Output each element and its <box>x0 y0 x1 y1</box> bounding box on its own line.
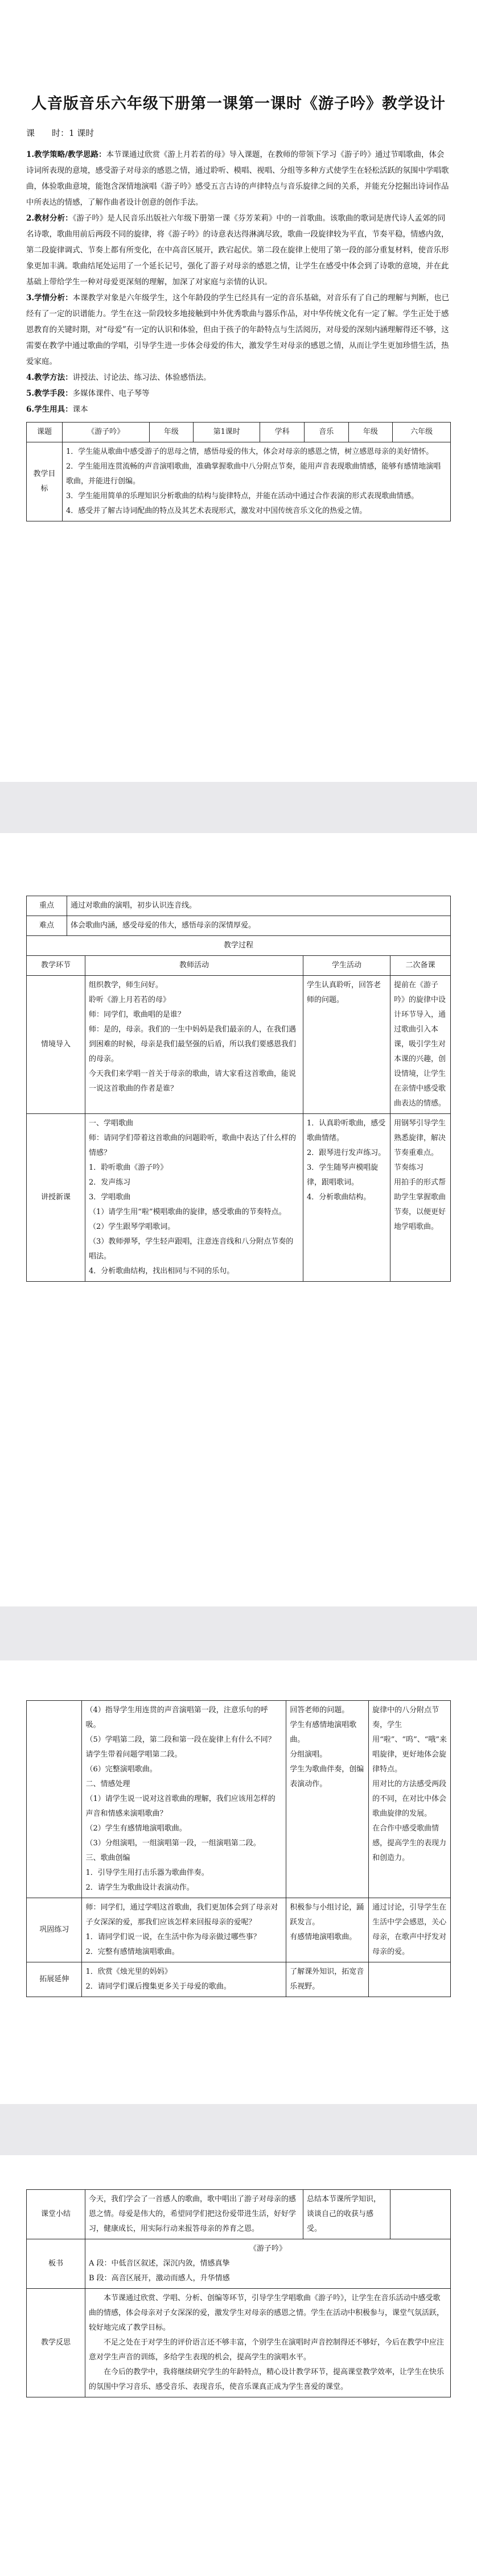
goal-label: 教学目标 <box>27 442 63 521</box>
process-row <box>27 1114 451 1282</box>
reflection-paragraph: 不足之处在于对学生的评价语言还不够丰富，个别学生在演唱时声音控制得还不够好，今后在教学中应注意对学生声音的训练，多给学生表现的机会，提高学生的演唱水平。 <box>89 2338 445 2362</box>
intro-paragraph: 3.学情分析：本课教学对象是六年级学生，这个年龄段的学生已经具有一定的音乐基础，对音乐有了自己的理解与判断，也已经有了一定的识谱能力。学生在这一阶段较多地接触到中外优秀歌曲与器乐作品，对中华传统文化有一定了解。学生正处于感恩教育的关键时期，对“母爱”有一定的认识和体验，但由于孩子的年龄特点与生活阅历，对母爱的深刻内涵理解得还不够，这需要在教学中通过歌曲的学唱，引导学生进一步体会母爱的伟大，激发学生对母亲的感恩之情，从而让学生更加珍惜生活，热爱家庭。 <box>26 293 450 366</box>
page-2 <box>0 833 477 1606</box>
header-cell: 第1课时 <box>194 423 260 442</box>
process-row <box>27 1701 451 1898</box>
student-cell: 1．认真聆听歌曲，感受歌曲情绪。 2．跟琴进行发声练习。 3．学生随琴声模唱旋律，跟唱歌词。 4．分析歌曲结构。 <box>303 1114 390 1282</box>
goal-item: 3．学生能用简单的乐理知识分析歌曲的结构与旋律特点，并能在活动中通过合作表演的形式表现歌曲情感。 <box>66 492 419 500</box>
header-cell: 《游子吟》 <box>63 423 150 442</box>
teacher-cell: 1．欣赏《烛光里的妈妈》 2．请同学们课后搜集更多关于母爱的歌曲。 <box>82 1962 286 1997</box>
process-row <box>27 976 451 1114</box>
teacher-cell: （4）指导学生用连贯的声音演唱第一段，注意乐句的呼吸。 （5）学唱第二段，第二段和第一段在旋律上有什么不同？请学生带着问题学唱第二段。 （6）完整演唱歌曲。 二、情感处理 （1）请学生说一说对这首歌曲的理解，我们应该用怎样的声音和情感来演唱歌曲？ （2）学生有感情地演唱歌曲。 （3）分组演唱，一组演唱第一段，一组演唱第二段。 三、歌曲创编 1．引导学生用打击乐器为歌曲伴奏。 2．请学生为歌曲设计表演动作。 <box>82 1701 286 1898</box>
stage-cell: 拓展延伸 <box>27 1962 82 1997</box>
difficulty-label: 难点 <box>27 916 67 936</box>
intro-paragraph: 4.教学方法：讲授法、讨论法、练习法、体验感悟法。 <box>26 373 211 382</box>
goal-item: 1．学生能从歌曲中感受游子的思母之情，感悟母爱的伟大，体会对母亲的感恩之情，树立感恩母亲的美好情怀。 <box>66 448 434 456</box>
column-header: 二次备课 <box>390 956 451 976</box>
process-table-continued <box>26 1700 451 1997</box>
lesson-meta: 课 时：1 课时 <box>26 128 94 138</box>
student-cell: 学生认真聆听，回答老师的问题。 <box>303 976 390 1114</box>
process-row <box>27 1962 451 1997</box>
header-cell: 年级 <box>348 423 393 442</box>
teacher-cell: 一、学唱歌曲 师：请同学们带着这首歌曲的问题聆听，歌曲中表达了什么样的情感？ 1．聆听歌曲《游子吟》 2．发声练习 3．学唱歌曲 （1）请学生用“啦”模唱歌曲的旋律，感受歌曲的节奏特点。 （2）学生跟琴学唱歌词。 （3）教师弹琴，学生轻声跟唱，注意连音线和八分附点节奏的唱法。 4．分析歌曲结构，找出相同与不同的乐句。 <box>85 1114 303 1282</box>
key-text: 通过对歌曲的演唱，初步认识连音线。 <box>67 896 451 916</box>
column-header: 教学环节 <box>27 956 85 976</box>
board-lines <box>89 2256 447 2286</box>
process-title: 教学过程 <box>27 936 451 956</box>
reflection-text <box>85 2289 451 2397</box>
teacher-cell: 师：同学们，通过学唱这首歌曲，我们更加体会到了母亲对子女深深的爱，那我们应该怎样来回报母亲的爱呢？ 1．请同学们说一说，在生活中你为母亲做过哪些事？ 2．完整有感情地演唱歌曲。 <box>82 1898 286 1962</box>
student-cell: 积极参与小组讨论，踊跃发言。 有感情地演唱歌曲。 <box>286 1898 369 1962</box>
stage-cell: 讲授新课 <box>27 1114 85 1282</box>
teacher-cell: 组织教学，师生问好。 聆听《游上月若若的母》 师：同学们，歌曲唱的是谁？ 师：是的，母亲。我们的一生中妈妈是我们最亲的人，在我们遇到困难的时候，母亲是我们最坚强的后盾，所以我们要感恩我们的母亲。 今天我们来学唱一首关于母亲的歌曲，请大家看这首歌曲，能说一说这首歌曲的作者是谁？ <box>85 976 303 1114</box>
difficulty-text: 体会歌曲内涵，感受母爱的伟大，感悟母亲的深情厚爱。 <box>67 916 451 936</box>
header-cell: 音乐 <box>304 423 348 442</box>
summary-teacher: 今天，我们学会了一首感人的歌曲，歌中唱出了游子对母亲的感恩之情。母爱是伟大的，希望同学们把这份爱带进生活，好好学习，健康成长，用实际行动来报答母亲的养育之恩。 <box>85 2190 303 2239</box>
notes-cell: 旋律中的八分附点节奏，学生用“啦”、“呜”、“哦”来唱旋律，更好地体会旋律特点。 用对比的方法感受两段的不同，在对比中体会歌曲旋律的发展。 在合作中感受歌曲情感，提高学生的表现力和创造力。 <box>369 1701 451 1898</box>
reflect-label: 教学反思 <box>27 2289 85 2397</box>
board-content <box>85 2239 451 2289</box>
process-columns <box>27 956 451 976</box>
notes-cell: 通过讨论，引导学生在生活中学会感恩，关心母亲，在歌声中抒发对母亲的爱。 <box>369 1898 451 1962</box>
student-cell: 回答老师的问题。 学生有感情地演唱歌曲。 分组演唱。 学生为歌曲伴奏，创编表演动作。 <box>286 1701 369 1898</box>
goal-item: 2．学生能用连贯流畅的声音演唱歌曲，准确掌握歌曲中八分附点节奏，能用声音表现歌曲情感，能够有感情地演唱歌曲，并能进行创编。 <box>66 462 441 486</box>
stage-cell <box>27 1701 82 1898</box>
intro-paragraph: 2.教材分析：《游子吟》是人民音乐出版社六年级下册第一课《芬芳茉莉》中的一首歌曲。该歌曲的歌词是唐代诗人孟郊的同名诗歌，歌曲用前后两段不同的旋律，将《游子吟》的诗意表达得淋漓尽致，歌曲一段旋律较为平直，节奏平稳，情感内敛，第二段旋律调式、节奏上都有所变化，在中高音区展开，跌宕起伏。第二段在旋律上使用了第一段的部分重复材料，使音乐形象更加丰满。歌曲结尾处运用了一个延长记号，强化了游子对母亲的感恩之情，让学生在感受中体会到了诗歌的意境，并在此基础上带给学生一种对母爱更深刻的理解，加深了对家庭与亲情的认识。 <box>26 214 449 287</box>
process-row <box>27 1898 451 1962</box>
stage-cell: 情境导入 <box>27 976 85 1114</box>
column-header: 学生活动 <box>303 956 390 976</box>
page-4 <box>0 2155 477 2576</box>
notes-cell: 提前在《游子吟》的旋律中设计环节导入，通过歌曲引入本课，吸引学生对本课的兴趣，创设情境，让学生在亲情中感受歌曲表达的情感。 <box>390 976 451 1114</box>
key-diff-table <box>26 896 451 936</box>
lesson-header-row <box>27 423 451 442</box>
board-title: 《游子吟》 <box>249 2244 286 2253</box>
page-3 <box>0 1660 477 2104</box>
header-cell: 课题 <box>27 423 63 442</box>
reflection-paragraph: 在今后的教学中，我将继续研究学生的年龄特点，精心设计教学环节，提高课堂教学效率，让学生在快乐的氛围中学习音乐、感受音乐、表现音乐，使音乐课真正成为学生喜爱的课堂。 <box>89 2368 445 2391</box>
column-header: 教师活动 <box>85 956 303 976</box>
goal-list <box>63 442 451 521</box>
notes-cell: 用钢琴引导学生熟悉旋律，解决节奏重难点。 节奏练习 用拍手的形式帮助学生掌握歌曲节奏，以便更好地学唱歌曲。 <box>390 1114 451 1282</box>
intro-paragraph: 5.教学手段：多媒体课件、电子琴等 <box>26 389 150 398</box>
intro-paragraph: 1.教学策略/教学思路：本节课通过欣赏《游上月若若的母》导入课题，在教师的带领下学习《游子吟》通过节唱歌曲，体会诗词所表现的意境，感受游子对母亲的感恩之情，通过聆听、模唱、视唱、分组等多种方式使学生在轻松活跃的氛围中学唱歌曲，体验歌曲意境，能饱含深情地演唱《游子吟》感受五言古诗的声律特点与音乐旋律之间的关系，并能充分挖掘出诗词作品中所表达的情感，了解作曲者设计创意的创作手法。 <box>26 150 449 207</box>
page-1 <box>0 0 477 782</box>
board-label: 板书 <box>27 2239 85 2289</box>
intro-paragraph: 6.学生用具：课本 <box>26 405 88 414</box>
intro-paragraphs <box>26 147 451 417</box>
document-title: 人音版音乐六年级下册第一课第一课时《游子吟》教学设计 <box>31 95 446 113</box>
summary-table <box>26 2189 451 2397</box>
stage-cell: 巩固练习 <box>27 1898 82 1962</box>
header-cell: 学科 <box>260 423 305 442</box>
summary-notes <box>390 2190 451 2239</box>
header-cell: 年级 <box>149 423 194 442</box>
notes-cell <box>369 1962 451 1997</box>
goal-item: 4．感受并了解古诗词配曲的特点及其艺术表现形式，激发对中国传统音乐文化的热爱之情。 <box>66 507 367 515</box>
key-label: 重点 <box>27 896 67 916</box>
board-line: A 段：中低音区叙述，深沉内敛，情感真挚 <box>89 2259 230 2268</box>
board-line: B 段：高音区展开，激动而感人，升华情感 <box>89 2274 230 2283</box>
summary-student: 总结本节课所学知识，谈谈自己的收获与感受。 <box>303 2190 390 2239</box>
summary-stage: 课堂小结 <box>27 2190 85 2239</box>
student-cell: 了解课外知识，拓宽音乐视野。 <box>286 1962 369 1997</box>
goal-table <box>26 422 451 521</box>
reflection-paragraph: 本节课通过欣赏、学唱、分析、创编等环节，引导学生学唱歌曲《游子吟》，让学生在音乐活动中感受歌曲的情感，体会母亲对子女深深的爱，激发学生对母亲的感恩之情。学生在活动中积极参与，课堂气氛活跃，较好地完成了教学目标。 <box>89 2294 445 2332</box>
header-cell: 六年级 <box>393 423 451 442</box>
process-table <box>26 935 451 1282</box>
